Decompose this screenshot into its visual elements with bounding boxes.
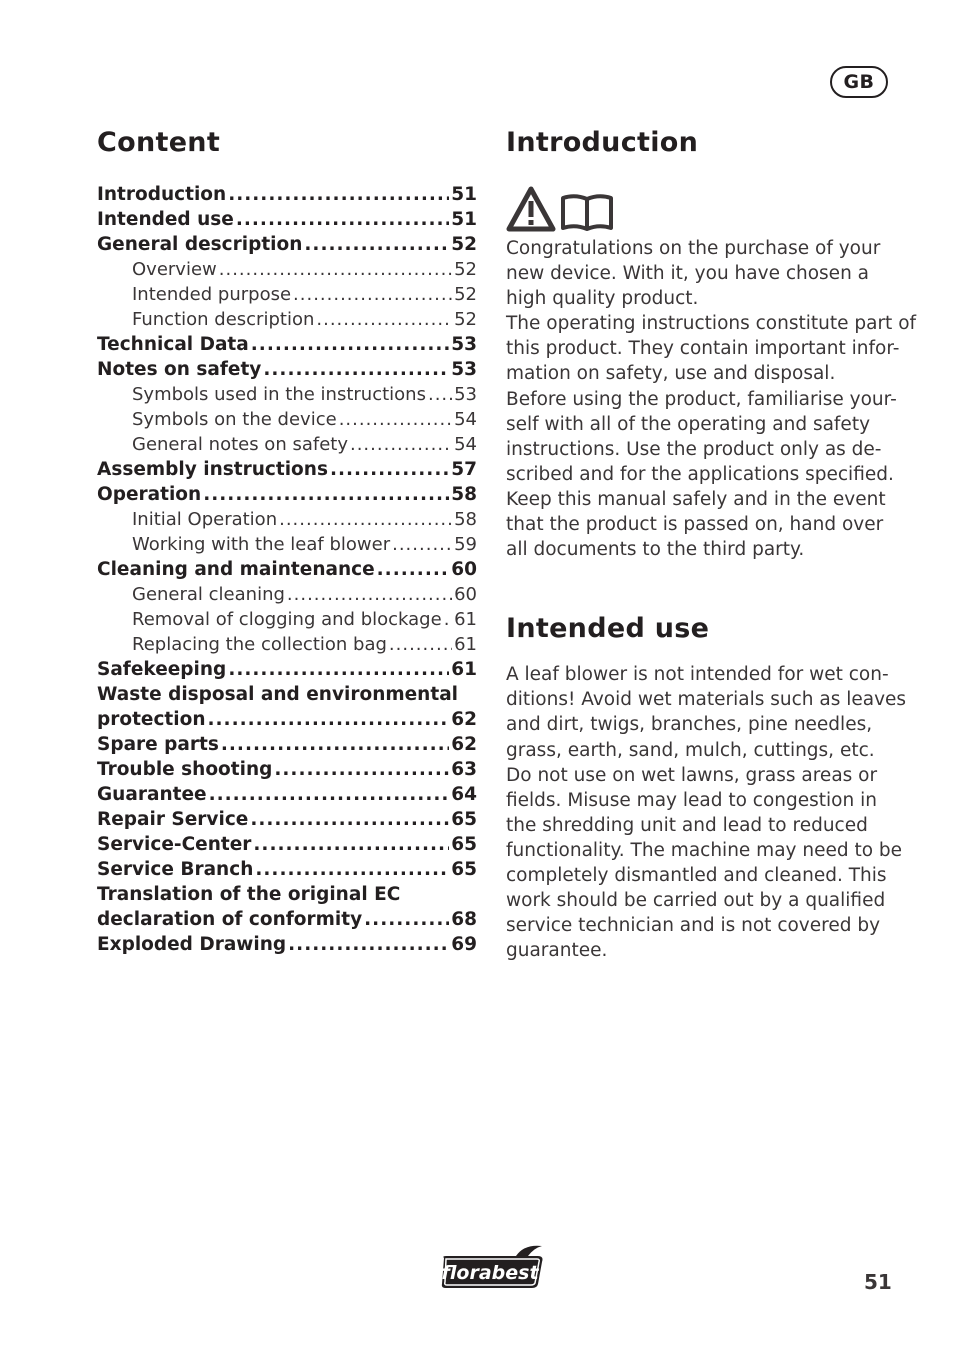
text-line: Before using the product, familiarise your- (506, 388, 897, 410)
toc-entry (97, 457, 477, 482)
toc-entry-label: Cleaning and maintenance (97, 559, 375, 580)
toc-leader-dots (228, 182, 449, 207)
toc-leader-dots (208, 707, 450, 732)
toc-entry-label: Symbols on the device (132, 409, 337, 430)
toc-entry-label: Safekeeping (97, 659, 227, 680)
toc-leader-dots (392, 532, 452, 557)
toc-entry-page: 65 (451, 859, 477, 880)
toc-entry (97, 307, 477, 332)
toc-entry-page: 54 (454, 409, 477, 430)
toc-entry (97, 182, 477, 207)
toc-leader-dots (364, 907, 449, 932)
toc-entry (97, 882, 477, 907)
toc-entry-label: Function description (132, 309, 315, 330)
toc-leader-dots (251, 332, 449, 357)
toc-entry-label: Assembly instructions (97, 459, 328, 480)
text-line: completely dismantled and cleaned. This (506, 864, 887, 886)
text-line: mation on safety, use and disposal. (506, 363, 836, 385)
toc-entry-page: 51 (451, 184, 477, 205)
toc-entry (97, 282, 477, 307)
toc-entry-label: General notes on safety (132, 434, 348, 455)
toc-entry-page: 62 (451, 709, 477, 730)
text-line: Congratulations on the purchase of your (506, 238, 881, 259)
text-line: self with all of the operating and safety (506, 413, 871, 435)
toc-leader-dots (221, 732, 449, 757)
toc-entry-page: 65 (451, 809, 477, 830)
toc-entry-label: Operation (97, 484, 202, 505)
toc-entry-label: Symbols used in the instructions (132, 384, 426, 405)
toc-entry-page: 60 (451, 559, 477, 580)
toc-leader-dots (350, 432, 452, 457)
toc-entry-page: 69 (451, 934, 477, 955)
toc-leader-dots (287, 582, 452, 607)
toc-entry (97, 382, 477, 407)
text-line: Keep this manual safely and in the event (506, 488, 886, 510)
toc-entry (97, 707, 477, 732)
toc-entry-label: Intended purpose (132, 284, 292, 305)
toc-leader-dots (228, 657, 449, 682)
toc-entry-page: 58 (451, 484, 477, 505)
toc-leader-dots (428, 382, 452, 407)
text-line: the shredding unit and lead to reduced (506, 814, 868, 836)
toc-leader-dots (274, 757, 449, 782)
toc-entry-label: Guarantee (97, 784, 207, 805)
toc-entry-label: Working with the leaf blower (132, 534, 391, 555)
toc-entry-page: 61 (454, 609, 477, 630)
toc-entry-page: 57 (451, 459, 477, 480)
toc-entry-page: 59 (454, 534, 477, 555)
toc-entry-label: Translation of the original EC (97, 884, 401, 905)
introduction-text (506, 236, 917, 562)
toc-entry (97, 607, 477, 632)
toc-entry (97, 432, 477, 457)
introduction-heading: Introduction (506, 127, 699, 158)
toc-leader-dots (219, 257, 452, 282)
toc-entry (97, 557, 477, 582)
toc-entry-label: Exploded Drawing (97, 934, 287, 955)
toc-entry (97, 657, 477, 682)
toc-entry-page: 63 (451, 759, 477, 780)
toc-leader-dots (444, 607, 452, 632)
toc-entry-page: 68 (451, 909, 477, 930)
toc-entry-page: 52 (454, 284, 477, 305)
intended-use-text (506, 662, 907, 963)
toc-entry-page: 64 (451, 784, 477, 805)
toc-entry (97, 357, 477, 382)
toc-entry-label: Introduction (97, 184, 227, 205)
text-line: instructions. Use the product only as de- (506, 438, 882, 460)
toc-entry (97, 207, 477, 232)
toc-leader-dots (377, 557, 450, 582)
toc-entry-label: Service-Center (97, 834, 252, 855)
text-line: grass, earth, sand, mulch, cuttings, etc. (506, 739, 875, 761)
toc-entry-page: 54 (454, 434, 477, 455)
toc-leader-dots (253, 832, 449, 857)
text-column (506, 124, 917, 963)
toc-entry-label: Overview (132, 259, 217, 280)
text-line: Do not use on wet lawns, grass areas or (506, 764, 878, 786)
toc-entry-label: Intended use (97, 209, 234, 230)
toc-entry-label: Service Branch (97, 859, 254, 880)
toc-leader-dots (339, 407, 452, 432)
toc-entry (97, 582, 477, 607)
toc-leader-dots (203, 482, 449, 507)
toc-entry (97, 407, 477, 432)
content-heading: Content (97, 127, 221, 158)
toc-entry-label: Notes on safety (97, 359, 262, 380)
toc-entry-page: 61 (454, 634, 477, 655)
toc-entry-label: Technical Data (97, 334, 249, 355)
toc-entry-label: Removal of clogging and blockage (132, 609, 442, 630)
toc-entry-page: 51 (451, 209, 477, 230)
toc-entry-page: 52 (454, 259, 477, 280)
toc-entry-label: Trouble shooting (97, 759, 273, 780)
toc-entry-page: 52 (454, 309, 477, 330)
toc-entry (97, 232, 477, 257)
toc-entry-page: 65 (451, 834, 477, 855)
text-line: and dirt, twigs, branches, pine needles, (506, 714, 873, 736)
toc-entry-label: Waste disposal and environmental (97, 684, 459, 705)
table-of-contents (97, 182, 477, 957)
toc-leader-dots (255, 857, 449, 882)
toc-leader-dots (236, 207, 449, 232)
toc-leader-dots (304, 232, 449, 257)
text-line: high quality product. (506, 288, 699, 310)
safety-icons (506, 182, 898, 232)
text-line: all documents to the third party. (506, 539, 805, 561)
page-number: 51 (864, 1270, 892, 1294)
toc-leader-dots (330, 457, 449, 482)
text-line: The operating instructions constitute part of (506, 313, 917, 335)
toc-leader-dots (389, 632, 452, 657)
toc-entry-label: Spare parts (97, 734, 219, 755)
toc-leader-dots (263, 357, 449, 382)
manual-book-icon (560, 192, 614, 232)
logo-text: florabest (441, 1262, 539, 1284)
text-line: functionality. The machine may need to be (506, 839, 903, 861)
toc-entry (97, 482, 477, 507)
florabest-logo (438, 1244, 552, 1290)
toc-entry (97, 907, 477, 932)
toc-leader-dots (279, 507, 452, 532)
toc-entry-label: General description (97, 234, 303, 255)
toc-entry (97, 807, 477, 832)
warning-triangle-icon (506, 186, 556, 232)
toc-entry (97, 507, 477, 532)
text-line: fields. Misuse may lead to congestion in (506, 789, 877, 811)
toc-entry (97, 932, 477, 957)
toc-entry-label: General cleaning (132, 584, 285, 605)
toc-leader-dots (250, 807, 449, 832)
toc-entry (97, 857, 477, 882)
toc-entry-page: 62 (451, 734, 477, 755)
toc-entry-page: 53 (454, 384, 477, 405)
toc-entry-page: 60 (454, 584, 477, 605)
toc-leader-dots (209, 782, 450, 807)
text-line: work should be carried out by a qualified (506, 890, 886, 912)
toc-leader-dots (316, 307, 452, 332)
text-line: this product. They contain important infor- (506, 338, 900, 360)
language-badge: GB (830, 66, 888, 98)
toc-entry (97, 532, 477, 557)
intended-use-heading: Intended use (506, 613, 710, 645)
toc-entry-label: Repair Service (97, 809, 249, 830)
toc-entry-label: declaration of conformity (97, 909, 363, 930)
toc-leader-dots (288, 932, 449, 957)
text-line: ditions! Avoid wet materials such as leaves (506, 689, 907, 711)
toc-entry-page: 58 (454, 509, 477, 530)
toc-entry-page: 53 (451, 334, 477, 355)
toc-entry (97, 682, 477, 707)
toc-entry (97, 632, 477, 657)
text-line: guarantee. (506, 940, 608, 962)
toc-entry-label: Replacing the collection bag (132, 634, 387, 655)
toc-entry-page: 53 (451, 359, 477, 380)
toc-entry-label: protection (97, 709, 206, 730)
text-line: A leaf blower is not intended for wet con- (506, 664, 889, 686)
toc-entry (97, 732, 477, 757)
text-line: new device. With it, you have chosen a (506, 263, 870, 285)
toc-entry (97, 782, 477, 807)
toc-entry-page: 61 (451, 659, 477, 680)
content-column (97, 124, 477, 957)
toc-entry (97, 832, 477, 857)
text-line: that the product is passed on, hand over (506, 514, 884, 536)
text-line: scribed and for the applications specified. (506, 463, 894, 485)
toc-entry (97, 757, 477, 782)
toc-entry (97, 332, 477, 357)
toc-leader-dots (293, 282, 452, 307)
text-line: service technician and is not covered by (506, 915, 881, 937)
toc-entry (97, 257, 477, 282)
toc-entry-page: 52 (451, 234, 477, 255)
toc-entry-label: Initial Operation (132, 509, 278, 530)
